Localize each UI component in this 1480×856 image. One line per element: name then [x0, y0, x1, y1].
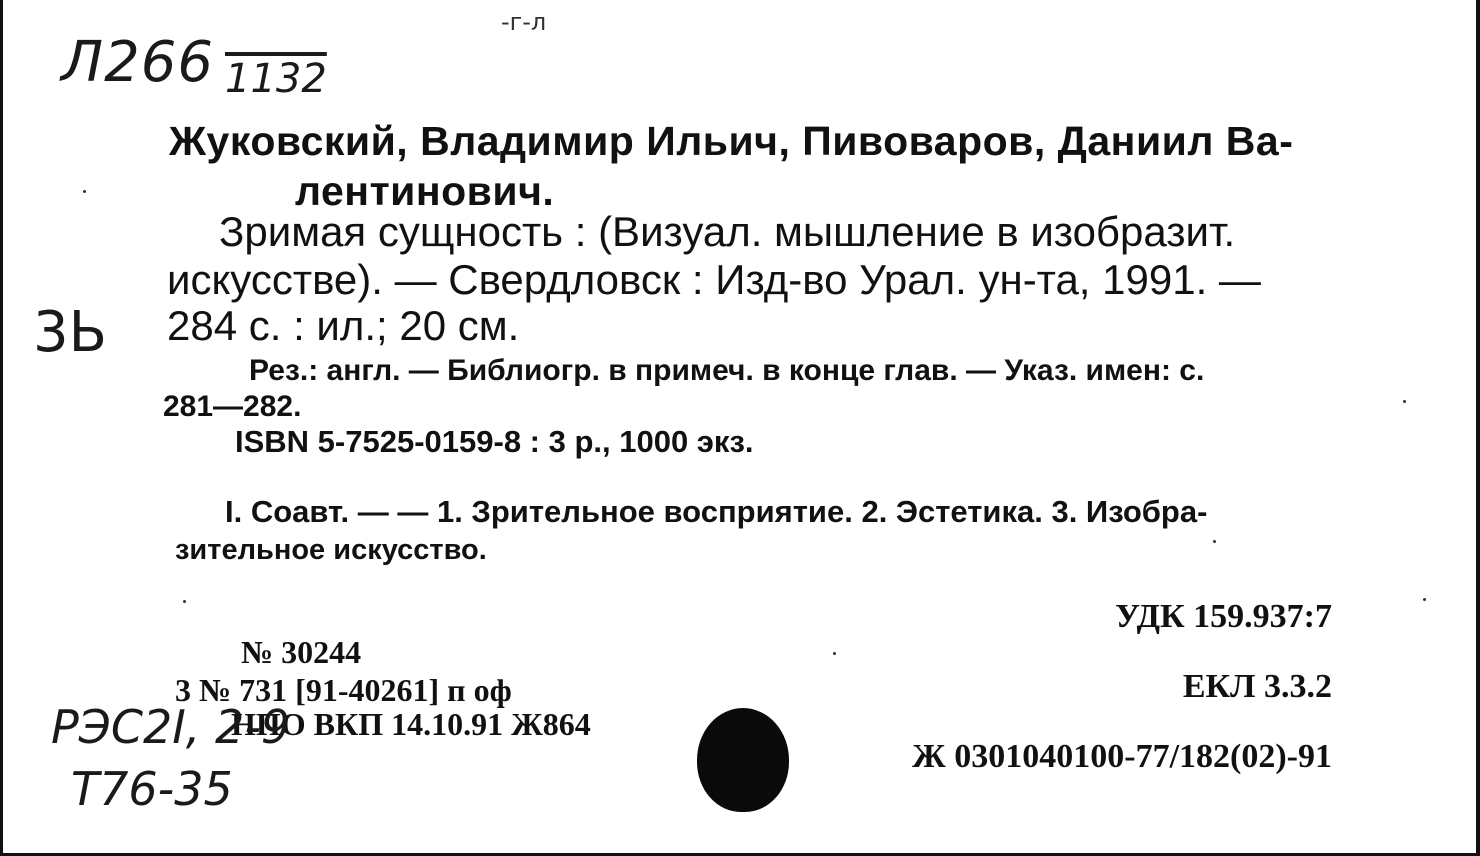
- tracings-line-1: I. Соавт. — — 1. Зрительное восприятие. 2. Эстетика. 3. Изобра-: [225, 494, 1208, 529]
- udc-code: УДК 159.937:7: [1115, 598, 1332, 635]
- accession-number: № 30244: [241, 634, 362, 670]
- shelfmark: Л266: [61, 30, 214, 95]
- notes-line-1: Рез.: англ. — Библиогр. в примеч. в конце глав. — Указ. имен: с.: [249, 354, 1205, 387]
- punch-hole: [697, 708, 789, 812]
- shelfmark-sub: 1132: [225, 56, 327, 102]
- isbn-line: ISBN 5-7525-0159-8 : 3 р., 1000 экз.: [235, 424, 754, 459]
- speck: [183, 600, 186, 603]
- speck: [1213, 540, 1216, 543]
- speck: [83, 190, 86, 193]
- accession-line-2: 3 № 731 [91-40261] п оф: [175, 672, 512, 708]
- speck: [1423, 598, 1426, 601]
- title-line-2: искусстве). — Свердловск : Изд-во Урал. ун-та, 1991. —: [167, 256, 1261, 303]
- margin-handwritten-mark: 3Ь: [33, 300, 108, 365]
- handwritten-code-1: РЭС2І, 2-9: [51, 700, 291, 754]
- authors-line-1: Жуковский, Владимир Ильич, Пивоваров, Даниил Ва-: [169, 118, 1294, 164]
- title-line-3: 284 с. : ил.; 20 см.: [167, 302, 520, 349]
- speck: [833, 652, 836, 655]
- top-handwritten-mark: -г-л: [501, 8, 547, 36]
- notes-line-2: 281—282.: [163, 390, 302, 423]
- ekl-code: ЕКЛ 3.3.2: [1182, 668, 1332, 705]
- publisher-code: Ж 0301040100-77/182(02)-91: [912, 738, 1332, 775]
- title-line-1: Зримая сущность : (Визуал. мышление в изобразит.: [219, 208, 1236, 255]
- authors-line-2: лентинович.: [295, 168, 555, 214]
- accession-line-3: НПО ВКП 14.10.91 Ж864: [231, 706, 591, 742]
- tracings-line-2: зительное искусство.: [175, 534, 487, 566]
- handwritten-code-2: Т76-35: [71, 762, 233, 816]
- speck: [1403, 400, 1406, 403]
